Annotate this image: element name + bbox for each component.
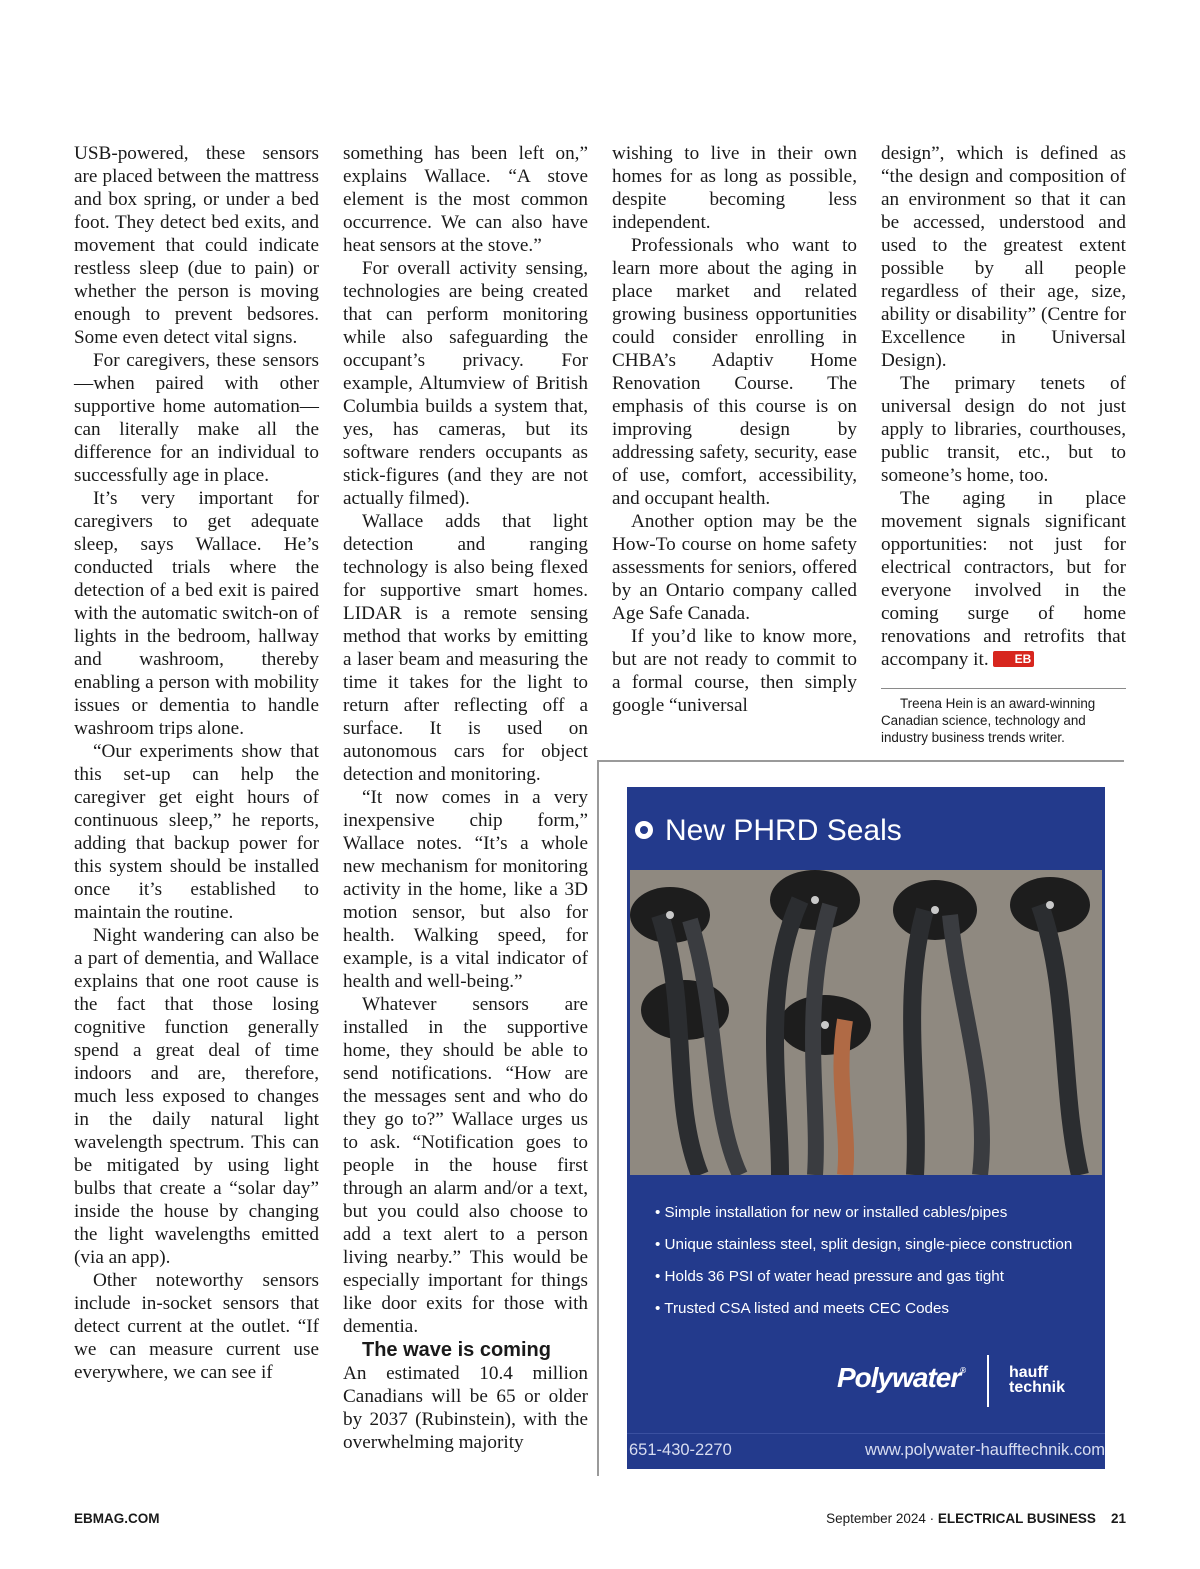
end-mark-icon: EB	[993, 651, 1035, 667]
polywater-logo-text: Polywater	[837, 1362, 961, 1393]
page-number: 21	[1110, 1511, 1126, 1526]
ad-title-row	[627, 811, 1105, 851]
logo-divider	[987, 1355, 989, 1407]
paragraph: Other noteworthy sensors include in-socket sensors that detect current at the outlet. “If we can measure current use everywhere, we can see if	[74, 1270, 319, 1383]
hauff-technik-logo-line1: hauff	[1009, 1364, 1049, 1381]
ad-feature-item: • Trusted CSA listed and meets CEC Codes	[655, 1293, 1072, 1325]
paragraph: Professionals who want to learn more about the aging in place market and related growing business opportunities could consider enrolling in CHBA’s Adaptiv Home Renovation Course. The emphasis of this course is on improving design by addressing safety, security, ease of use, comfort, accessibility, and occupant health.	[612, 235, 857, 509]
product-photo	[630, 870, 1102, 1175]
paragraph: design”, which is defined as “the design and composition of an environment so that it can be accessed, understood and used to the greatest extent possible by all people regardless of their age, size, ability or disability” (Centre for Excellence in Universal Design).	[881, 143, 1126, 371]
paragraph: wishing to live in their own homes for as long as possible, despite becoming less independent.	[612, 143, 857, 233]
section-subheading: The wave is coming	[362, 1339, 551, 1361]
paragraph: Another option may be the How-To course on home safety assessments for seniors, offered by an Ontario company called Age Safe Canada.	[612, 511, 857, 624]
ad-feature-list	[655, 1197, 1072, 1325]
polywater-logo	[837, 1362, 965, 1394]
ad-phone[interactable]: 651-430-2270	[629, 1441, 732, 1459]
paragraph: For overall activity sensing, technologies are being created that can perform monitoring while also safeguarding the occupant’s privacy. For example, Altumview of British Columbia builds a system that, yes, has cameras, but its software renders occupants as stick-figures (and they are not actually filmed).	[343, 258, 588, 509]
bio-divider	[881, 688, 1126, 689]
author-bio: Treena Hein is an award-winning Canadian science, technology and industry business trends writer.	[881, 696, 1096, 745]
hauff-technik-logo	[1009, 1365, 1065, 1395]
ad-feature-item: • Holds 36 PSI of water head pressure and gas tight	[655, 1261, 1072, 1293]
footer-site[interactable]: EBMAG.COM	[74, 1511, 160, 1526]
paragraph-final	[881, 487, 1126, 671]
footer-publication: ELECTRICAL BUSINESS	[937, 1511, 1096, 1526]
article-column-4	[881, 142, 1126, 746]
paragraph: The primary tenets of universal design do not just apply to libraries, courthouses, public transit, etc., but to someone’s home, too.	[881, 373, 1126, 486]
ad-title: New PHRD Seals	[665, 814, 902, 847]
paragraph: It’s very important for caregivers to get adequate sleep, says Wallace. He’s conducted trials where the detection of a bed exit is paired with the automatic switch-on of lights in the bedroom, hallway and washroom, thereby enabling a person with mobility issues or dementia to handle washroom trips alone.	[74, 488, 319, 739]
ad-feature-item: • Simple installation for new or installed cables/pipes	[655, 1197, 1072, 1229]
paragraph: If you’d like to know more, but are not ready to commit to a formal course, then simply google “universal	[612, 626, 857, 716]
paragraph: “It now comes in a very inexpensive chip form,” Wallace notes. “It’s a whole new mechanism for monitoring activity in the home, like a 3D motion sensor, but also for health. Walking speed, for example, is a vital indicator of health and well-being.”	[343, 787, 588, 992]
page-footer	[74, 1511, 1126, 1531]
footer-issue: September 2024 ·	[826, 1511, 935, 1526]
paragraph: Night wandering can also be a part of dementia, and Wallace explains that one root cause is the fact that those losing cognitive function generally spend a great deal of time indoors and are, therefore, much less exposed to changes in the daily natural light wavelength spectrum. This can be mitigated by using light bulbs that create a “solar day” inside the house by changing the light wavelengths emitted (via an app).	[74, 925, 319, 1268]
hauff-technik-logo-line2: technik	[1009, 1379, 1066, 1396]
cable-seals-photo-illustration	[630, 870, 1102, 1175]
article-column-2	[343, 142, 588, 1454]
ad-feature-item: • Unique stainless steel, split design, single-piece construction	[655, 1229, 1072, 1261]
paragraph: something has been left on,” explains Wallace. “A stove element is the most common occurrence. We can also have heat sensors at the stove.”	[343, 143, 588, 256]
registered-mark: ®	[960, 1366, 966, 1375]
paragraph: For caregivers, these sensors—when paired with other supportive home automation—can literally make all the difference for an individual to successfully age in place.	[74, 350, 319, 486]
ad-contact-bar	[627, 1433, 1105, 1469]
ad-website-link[interactable]: www.polywater-haufftechnik.com	[865, 1441, 1105, 1459]
brand-logo-icon	[635, 821, 653, 839]
paragraph: “Our experiments show that this set-up can help the caregiver get eight hours of continuous sleep,” he reports, adding that backup power for this system should be installed once it’s established to maintain the routine.	[74, 741, 319, 923]
article-column-1	[74, 142, 319, 1384]
paragraph-text: The aging in place movement signals significant opportunities: not just for electrical contractors, but for everyone involved in the coming surge of home renovations and retrofits that accompany it.	[881, 488, 1126, 670]
advertisement[interactable]	[627, 787, 1105, 1469]
paragraph: An estimated 10.4 million Canadians will be 65 or older by 2037 (Rubinstein), with the overwhelming majority	[343, 1363, 588, 1453]
footer-folio	[826, 1511, 1126, 1526]
paragraph: USB-powered, these sensors are placed between the mattress and box spring, or under a bed foot. They detect bed exits, and movement that could indicate restless sleep (due to pain) or whether the person is moving enough to prevent bedsores. Some even detect vital signs.	[74, 143, 319, 348]
paragraph: Wallace adds that light detection and ranging technology is also being flexed for supportive smart homes. LIDAR is a remote sensing method that works by emitting a laser beam and measuring the time it takes for the light to return after reflecting off a surface. It is used on autonomous cars for object detection and monitoring.	[343, 511, 588, 785]
article-column-3	[612, 142, 857, 717]
paragraph: Whatever sensors are installed in the supportive home, they should be able to send notifications. “How are the messages sent and who do they go to?” Wallace urges us to ask. “Notification goes to people in the house first through an alarm and/or a text, but you could also choose to add a text alert to a person living nearby.” This would be especially important for things like door exits for those with dementia.	[343, 994, 588, 1337]
